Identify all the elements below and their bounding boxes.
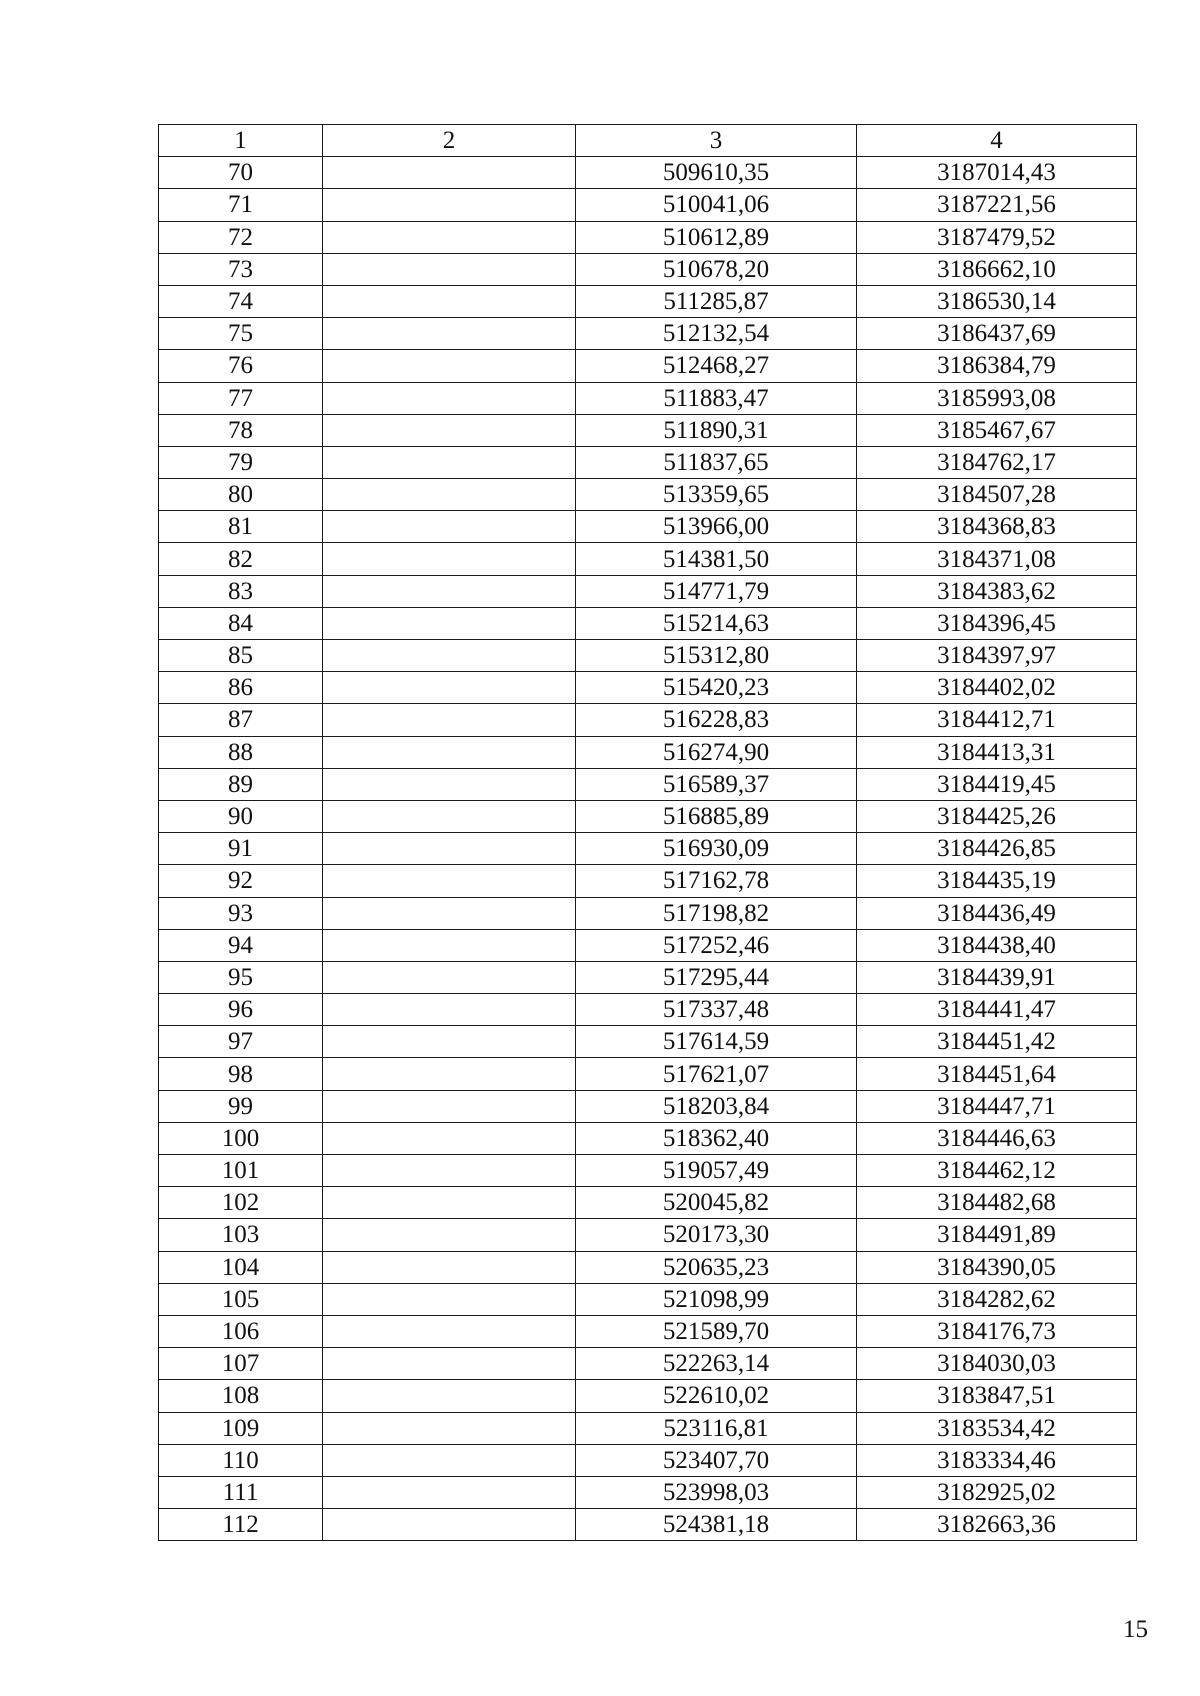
empty-cell: [323, 1155, 576, 1187]
point-number-cell: 105: [159, 1283, 323, 1315]
empty-cell: [323, 1058, 576, 1090]
point-number-cell: 92: [159, 865, 323, 897]
table-row: [159, 1476, 1137, 1508]
point-number-cell: 88: [159, 736, 323, 768]
x-coordinate-cell: 516885,89: [576, 800, 857, 832]
y-coordinate-cell: 3184451,42: [857, 1026, 1137, 1058]
table-row: [159, 350, 1137, 382]
point-number-cell: 102: [159, 1187, 323, 1219]
table-row: [159, 897, 1137, 929]
empty-cell: [323, 1476, 576, 1508]
table-row: [159, 253, 1137, 285]
x-coordinate-cell: 522263,14: [576, 1348, 857, 1380]
y-coordinate-cell: 3185467,67: [857, 414, 1137, 446]
y-coordinate-cell: 3184451,64: [857, 1058, 1137, 1090]
y-coordinate-cell: 3184402,02: [857, 672, 1137, 704]
x-coordinate-cell: 516930,09: [576, 833, 857, 865]
y-coordinate-cell: 3184438,40: [857, 929, 1137, 961]
table-row: [159, 1219, 1137, 1251]
empty-cell: [323, 189, 576, 221]
point-number-cell: 111: [159, 1476, 323, 1508]
point-number-cell: 91: [159, 833, 323, 865]
table-row: [159, 768, 1137, 800]
y-coordinate-cell: 3183847,51: [857, 1380, 1137, 1412]
table-row: [159, 382, 1137, 414]
table-row: [159, 157, 1137, 189]
empty-cell: [323, 1315, 576, 1347]
point-number-cell: 95: [159, 961, 323, 993]
point-number-cell: 93: [159, 897, 323, 929]
y-coordinate-cell: 3184436,49: [857, 897, 1137, 929]
empty-cell: [323, 672, 576, 704]
y-coordinate-cell: 3184390,05: [857, 1251, 1137, 1283]
empty-cell: [323, 994, 576, 1026]
y-coordinate-cell: 3182925,02: [857, 1476, 1137, 1508]
empty-cell: [323, 350, 576, 382]
y-coordinate-cell: 3186437,69: [857, 318, 1137, 350]
x-coordinate-cell: 514381,50: [576, 543, 857, 575]
point-number-cell: 73: [159, 253, 323, 285]
empty-cell: [323, 446, 576, 478]
empty-cell: [323, 929, 576, 961]
y-coordinate-cell: 3184447,71: [857, 1090, 1137, 1122]
x-coordinate-cell: 523116,81: [576, 1412, 857, 1444]
header-cell-3: 3: [576, 125, 857, 157]
table-row: [159, 1187, 1137, 1219]
x-coordinate-cell: 518362,40: [576, 1122, 857, 1154]
y-coordinate-cell: 3184482,68: [857, 1187, 1137, 1219]
empty-cell: [323, 382, 576, 414]
table-row: [159, 575, 1137, 607]
point-number-cell: 80: [159, 479, 323, 511]
table-row: [159, 1122, 1137, 1154]
x-coordinate-cell: 512468,27: [576, 350, 857, 382]
table-row: [159, 800, 1137, 832]
table-row: [159, 414, 1137, 446]
y-coordinate-cell: 3187014,43: [857, 157, 1137, 189]
table-row: [159, 1444, 1137, 1476]
empty-cell: [323, 575, 576, 607]
empty-cell: [323, 1187, 576, 1219]
empty-cell: [323, 221, 576, 253]
x-coordinate-cell: 514771,79: [576, 575, 857, 607]
y-coordinate-cell: 3184435,19: [857, 865, 1137, 897]
empty-cell: [323, 1283, 576, 1315]
empty-cell: [323, 253, 576, 285]
x-coordinate-cell: 521589,70: [576, 1315, 857, 1347]
table-row: [159, 994, 1137, 1026]
point-number-cell: 87: [159, 704, 323, 736]
y-coordinate-cell: 3187221,56: [857, 189, 1137, 221]
empty-cell: [323, 414, 576, 446]
point-number-cell: 85: [159, 640, 323, 672]
table-row: [159, 189, 1137, 221]
y-coordinate-cell: 3184762,17: [857, 446, 1137, 478]
table-row: [159, 1348, 1137, 1380]
x-coordinate-cell: 516274,90: [576, 736, 857, 768]
coordinates-table: [158, 124, 1137, 1541]
x-coordinate-cell: 517614,59: [576, 1026, 857, 1058]
empty-cell: [323, 1509, 576, 1541]
x-coordinate-cell: 517162,78: [576, 865, 857, 897]
y-coordinate-cell: 3184426,85: [857, 833, 1137, 865]
table-row: [159, 1283, 1137, 1315]
empty-cell: [323, 543, 576, 575]
table-row: [159, 1058, 1137, 1090]
y-coordinate-cell: 3184282,62: [857, 1283, 1137, 1315]
point-number-cell: 89: [159, 768, 323, 800]
x-coordinate-cell: 511890,31: [576, 414, 857, 446]
header-cell-1: 1: [159, 125, 323, 157]
table-row: [159, 640, 1137, 672]
y-coordinate-cell: 3186662,10: [857, 253, 1137, 285]
point-number-cell: 109: [159, 1412, 323, 1444]
x-coordinate-cell: 517198,82: [576, 897, 857, 929]
x-coordinate-cell: 512132,54: [576, 318, 857, 350]
empty-cell: [323, 1026, 576, 1058]
empty-cell: [323, 961, 576, 993]
table-row: [159, 1090, 1137, 1122]
point-number-cell: 77: [159, 382, 323, 414]
y-coordinate-cell: 3184446,63: [857, 1122, 1137, 1154]
empty-cell: [323, 1412, 576, 1444]
x-coordinate-cell: 511285,87: [576, 285, 857, 317]
empty-cell: [323, 736, 576, 768]
point-number-cell: 99: [159, 1090, 323, 1122]
y-coordinate-cell: 3184439,91: [857, 961, 1137, 993]
empty-cell: [323, 768, 576, 800]
table-row: [159, 1412, 1137, 1444]
x-coordinate-cell: 523998,03: [576, 1476, 857, 1508]
table-row: [159, 511, 1137, 543]
table-row: [159, 961, 1137, 993]
y-coordinate-cell: 3183334,46: [857, 1444, 1137, 1476]
y-coordinate-cell: 3184441,47: [857, 994, 1137, 1026]
x-coordinate-cell: 516589,37: [576, 768, 857, 800]
point-number-cell: 72: [159, 221, 323, 253]
x-coordinate-cell: 515312,80: [576, 640, 857, 672]
point-number-cell: 74: [159, 285, 323, 317]
point-number-cell: 78: [159, 414, 323, 446]
y-coordinate-cell: 3187479,52: [857, 221, 1137, 253]
empty-cell: [323, 157, 576, 189]
x-coordinate-cell: 509610,35: [576, 157, 857, 189]
y-coordinate-cell: 3184396,45: [857, 607, 1137, 639]
table-row: [159, 221, 1137, 253]
y-coordinate-cell: 3182663,36: [857, 1509, 1137, 1541]
table-row: [159, 1509, 1137, 1541]
page-number: 15: [1123, 1616, 1148, 1643]
table-row: [159, 704, 1137, 736]
point-number-cell: 100: [159, 1122, 323, 1154]
table-row: [159, 865, 1137, 897]
header-row: [159, 125, 1137, 157]
point-number-cell: 110: [159, 1444, 323, 1476]
x-coordinate-cell: 513359,65: [576, 479, 857, 511]
x-coordinate-cell: 520635,23: [576, 1251, 857, 1283]
table-row: [159, 1251, 1137, 1283]
table-row: [159, 1315, 1137, 1347]
empty-cell: [323, 800, 576, 832]
empty-cell: [323, 607, 576, 639]
point-number-cell: 98: [159, 1058, 323, 1090]
point-number-cell: 79: [159, 446, 323, 478]
point-number-cell: 75: [159, 318, 323, 350]
table-row: [159, 1155, 1137, 1187]
point-number-cell: 101: [159, 1155, 323, 1187]
x-coordinate-cell: 521098,99: [576, 1283, 857, 1315]
header-cell-4: 4: [857, 125, 1137, 157]
empty-cell: [323, 704, 576, 736]
y-coordinate-cell: 3186530,14: [857, 285, 1137, 317]
x-coordinate-cell: 515420,23: [576, 672, 857, 704]
y-coordinate-cell: 3184412,71: [857, 704, 1137, 736]
x-coordinate-cell: 517295,44: [576, 961, 857, 993]
point-number-cell: 103: [159, 1219, 323, 1251]
y-coordinate-cell: 3184383,62: [857, 575, 1137, 607]
empty-cell: [323, 640, 576, 672]
table-row: [159, 1026, 1137, 1058]
point-number-cell: 94: [159, 929, 323, 961]
empty-cell: [323, 833, 576, 865]
y-coordinate-cell: 3184176,73: [857, 1315, 1137, 1347]
x-coordinate-cell: 510041,06: [576, 189, 857, 221]
x-coordinate-cell: 510678,20: [576, 253, 857, 285]
table-row: [159, 479, 1137, 511]
table-row: [159, 446, 1137, 478]
y-coordinate-cell: 3183534,42: [857, 1412, 1137, 1444]
x-coordinate-cell: 516228,83: [576, 704, 857, 736]
x-coordinate-cell: 523407,70: [576, 1444, 857, 1476]
empty-cell: [323, 285, 576, 317]
point-number-cell: 97: [159, 1026, 323, 1058]
empty-cell: [323, 1122, 576, 1154]
x-coordinate-cell: 524381,18: [576, 1509, 857, 1541]
point-number-cell: 90: [159, 800, 323, 832]
point-number-cell: 84: [159, 607, 323, 639]
table-row: [159, 318, 1137, 350]
x-coordinate-cell: 515214,63: [576, 607, 857, 639]
y-coordinate-cell: 3184030,03: [857, 1348, 1137, 1380]
y-coordinate-cell: 3184413,31: [857, 736, 1137, 768]
table-row: [159, 736, 1137, 768]
point-number-cell: 71: [159, 189, 323, 221]
table-row: [159, 833, 1137, 865]
point-number-cell: 83: [159, 575, 323, 607]
x-coordinate-cell: 511837,65: [576, 446, 857, 478]
x-coordinate-cell: 511883,47: [576, 382, 857, 414]
empty-cell: [323, 479, 576, 511]
point-number-cell: 107: [159, 1348, 323, 1380]
point-number-cell: 106: [159, 1315, 323, 1347]
point-number-cell: 70: [159, 157, 323, 189]
x-coordinate-cell: 513966,00: [576, 511, 857, 543]
empty-cell: [323, 1090, 576, 1122]
x-coordinate-cell: 510612,89: [576, 221, 857, 253]
header-cell-2: 2: [323, 125, 576, 157]
point-number-cell: 96: [159, 994, 323, 1026]
point-number-cell: 112: [159, 1509, 323, 1541]
table-body: [159, 125, 1137, 1541]
point-number-cell: 82: [159, 543, 323, 575]
empty-cell: [323, 1219, 576, 1251]
point-number-cell: 76: [159, 350, 323, 382]
point-number-cell: 104: [159, 1251, 323, 1283]
x-coordinate-cell: 520173,30: [576, 1219, 857, 1251]
y-coordinate-cell: 3185993,08: [857, 382, 1137, 414]
point-number-cell: 86: [159, 672, 323, 704]
empty-cell: [323, 865, 576, 897]
table-row: [159, 607, 1137, 639]
empty-cell: [323, 897, 576, 929]
empty-cell: [323, 511, 576, 543]
y-coordinate-cell: 3184368,83: [857, 511, 1137, 543]
y-coordinate-cell: 3184397,97: [857, 640, 1137, 672]
table-row: [159, 1380, 1137, 1412]
point-number-cell: 81: [159, 511, 323, 543]
x-coordinate-cell: 517337,48: [576, 994, 857, 1026]
table-row: [159, 672, 1137, 704]
y-coordinate-cell: 3184491,89: [857, 1219, 1137, 1251]
x-coordinate-cell: 520045,82: [576, 1187, 857, 1219]
x-coordinate-cell: 518203,84: [576, 1090, 857, 1122]
table-row: [159, 285, 1137, 317]
empty-cell: [323, 318, 576, 350]
y-coordinate-cell: 3186384,79: [857, 350, 1137, 382]
x-coordinate-cell: 519057,49: [576, 1155, 857, 1187]
y-coordinate-cell: 3184371,08: [857, 543, 1137, 575]
x-coordinate-cell: 517621,07: [576, 1058, 857, 1090]
x-coordinate-cell: 522610,02: [576, 1380, 857, 1412]
empty-cell: [323, 1348, 576, 1380]
empty-cell: [323, 1251, 576, 1283]
empty-cell: [323, 1444, 576, 1476]
point-number-cell: 108: [159, 1380, 323, 1412]
table-row: [159, 543, 1137, 575]
y-coordinate-cell: 3184425,26: [857, 800, 1137, 832]
y-coordinate-cell: 3184507,28: [857, 479, 1137, 511]
empty-cell: [323, 1380, 576, 1412]
x-coordinate-cell: 517252,46: [576, 929, 857, 961]
y-coordinate-cell: 3184419,45: [857, 768, 1137, 800]
y-coordinate-cell: 3184462,12: [857, 1155, 1137, 1187]
table-row: [159, 929, 1137, 961]
